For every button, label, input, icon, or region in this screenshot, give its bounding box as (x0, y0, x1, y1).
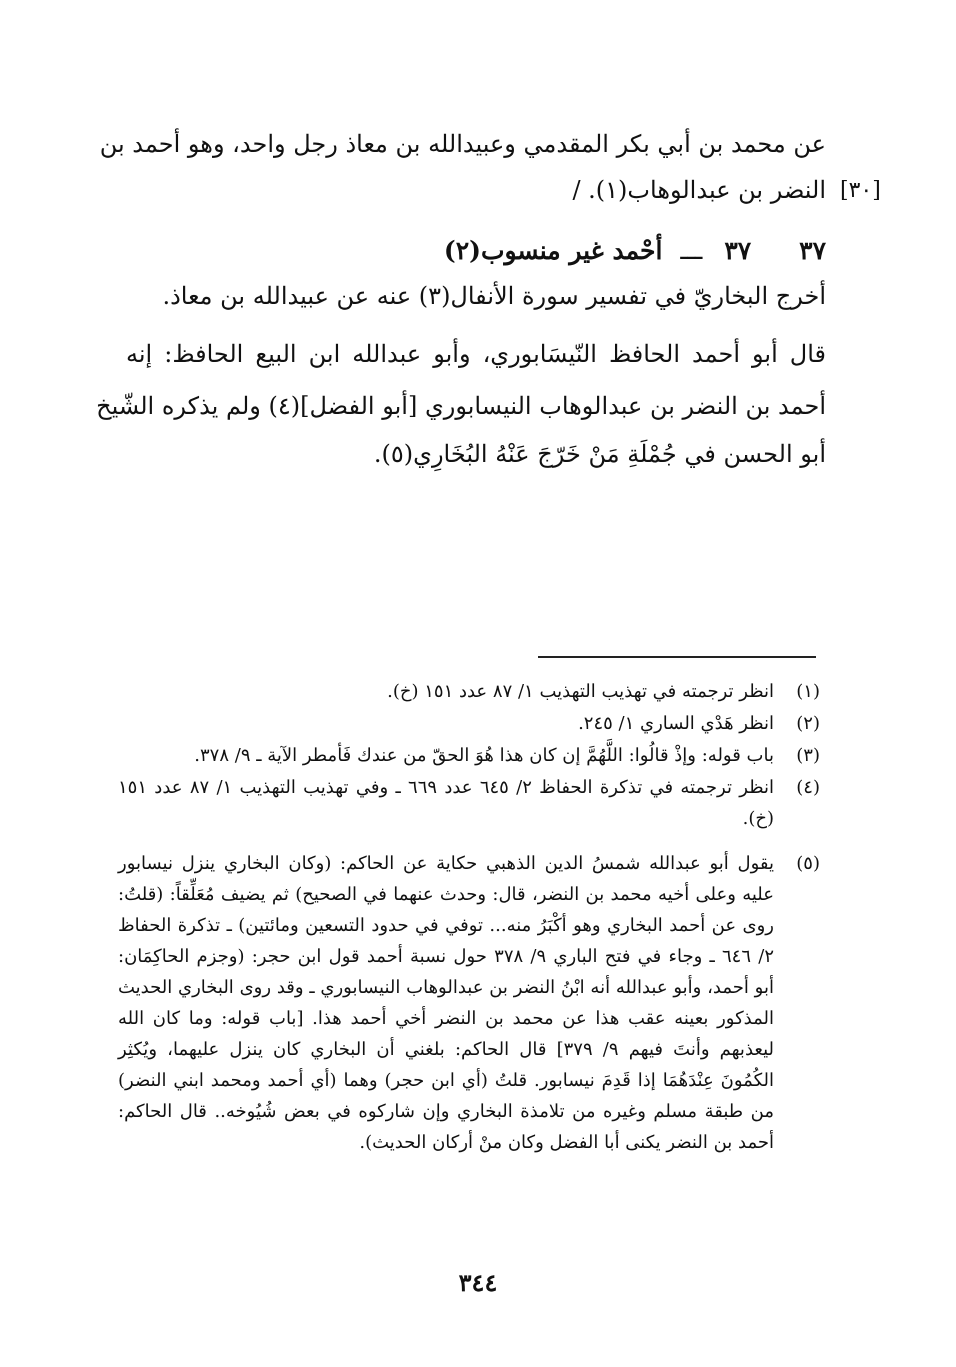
margin-reference: [٣٠] (840, 178, 881, 203)
paragraph-2-line-2: أحمد بن النضر بن عبدالوهاب النيسابوري [أبو الفضل](٤) ولم يذكره الشّيخ (96, 392, 826, 420)
entry-right-number: ٣٧ (799, 236, 826, 265)
footnote-4 (118, 772, 818, 834)
paragraph-2-line-1: قال أبو أحمد الحافظ النّيسَابوري، وأبو عبدالله ابن البيع الحافظ: إنه (126, 340, 826, 368)
footnote-1 (118, 676, 818, 707)
footnote-3 (118, 740, 818, 771)
paragraph-1: أخرج البخاريّ في تفسير سورة الأنفال(٣) عنه عن عبيدالله بن معاذ. (162, 282, 826, 310)
footnote-number: (٤) (796, 777, 820, 798)
entry-heading (126, 236, 826, 265)
footnote-number: (١) (796, 681, 820, 702)
footnote-text: انظر ترجمته في تهذيب التهذيب ١/ ٨٧ عدد ١٥١ (خ). (387, 681, 774, 702)
footnote-number: (٥) (796, 853, 820, 874)
footnote-text: باب قوله: وإذْ قالُوا: اللَّهُمَّ إن كان هذا هُوَ الحقّ من عندك فَأمطر الآية ـ ٩/ ٣٧٨. (194, 745, 774, 766)
entry-title: أحْمد غير منسوب(٢) (443, 236, 663, 265)
footnote-number: (٣) (796, 745, 820, 766)
footnote-2 (118, 708, 818, 739)
footnote-number: (٢) (796, 713, 820, 734)
page-number: ٣٤٤ (458, 1268, 498, 1297)
body-line-1: عن محمد بن أبي بكر المقدمي وعبيدالله بن معاذ رجل واحد، وهو أحمد بن (99, 130, 826, 158)
entry-number: ٣٧ (724, 236, 752, 265)
footnote-text: يقول أبو عبدالله شمسُ الدين الذهبي حكاية عن الحاكم: (وكان البخاري ينزل نيسابور عليه وعلى أخيه محمد بن النضر، قال: وحدث عنهما في الصحيح) ثم يضيف مُعَلِّقاً: (قلتُ: روى عن أحمد البخاري وهو أكْبَرُ منه... توفي في حدود التسعين ومائتين) ـ تذكرة الحفاظ ٢/ ٦٤٦ ـ وجاء في فتح الباري ٩/ ٣٧٨ حول نسبة أحمد قول ابن حجر: (وجزم الحاكِمَان: أبو أحمد، وأبو عبدالله أنه ابْنُ النضر بن عبدالوهاب النيسابوري ـ وقد روى البخاري الحديث المذكور بعينه عقب هذا عن محمد بن النضر أخي أحمد هذا. [باب قوله: وما كان الله ليعذبهم وأنتَ فيهم ٩/ ٣٧٩] قال الحاكم: بلغني أن البخاري كان ينزل عليهما، ويُكثِر الكُمُونَ عِنْدَهُمَا إذا قَدِمَ نيسابور. قلتُ (أي ابن حجر) وهما (أي أحمد ومحمد ابني النضر) من طبقة مسلم وغيره من تلامذة البخاري وإن شاركوه في بعض شُيُوخه.. قال الحاكم: أحمد بن النضر يكنى أبا الفضل وكان منْ أركان الحديث). (118, 853, 774, 1153)
footnote-5 (118, 848, 818, 1158)
footnote-text: انظر ترجمته في تذكرة الحفاظ ٢/ ٦٤٥ عدد ٦٦٩ ـ وفي تهذيب التهذيب ١/ ٨٧ عدد ١٥١ (خ). (118, 777, 774, 829)
entry-dash: ـــ (680, 236, 703, 265)
body-line-2: النضر بن عبدالوهاب(١). / (572, 176, 826, 204)
footnote-text: انظر هَدْي الساري ١/ ٢٤٥. (578, 713, 774, 734)
footnote-separator (538, 656, 816, 658)
paragraph-2-line-3: أبو الحسن في جُمْلَةِ مَنْ خَرّجَ عَنْهُ البُخَارِي(٥). (373, 440, 826, 468)
